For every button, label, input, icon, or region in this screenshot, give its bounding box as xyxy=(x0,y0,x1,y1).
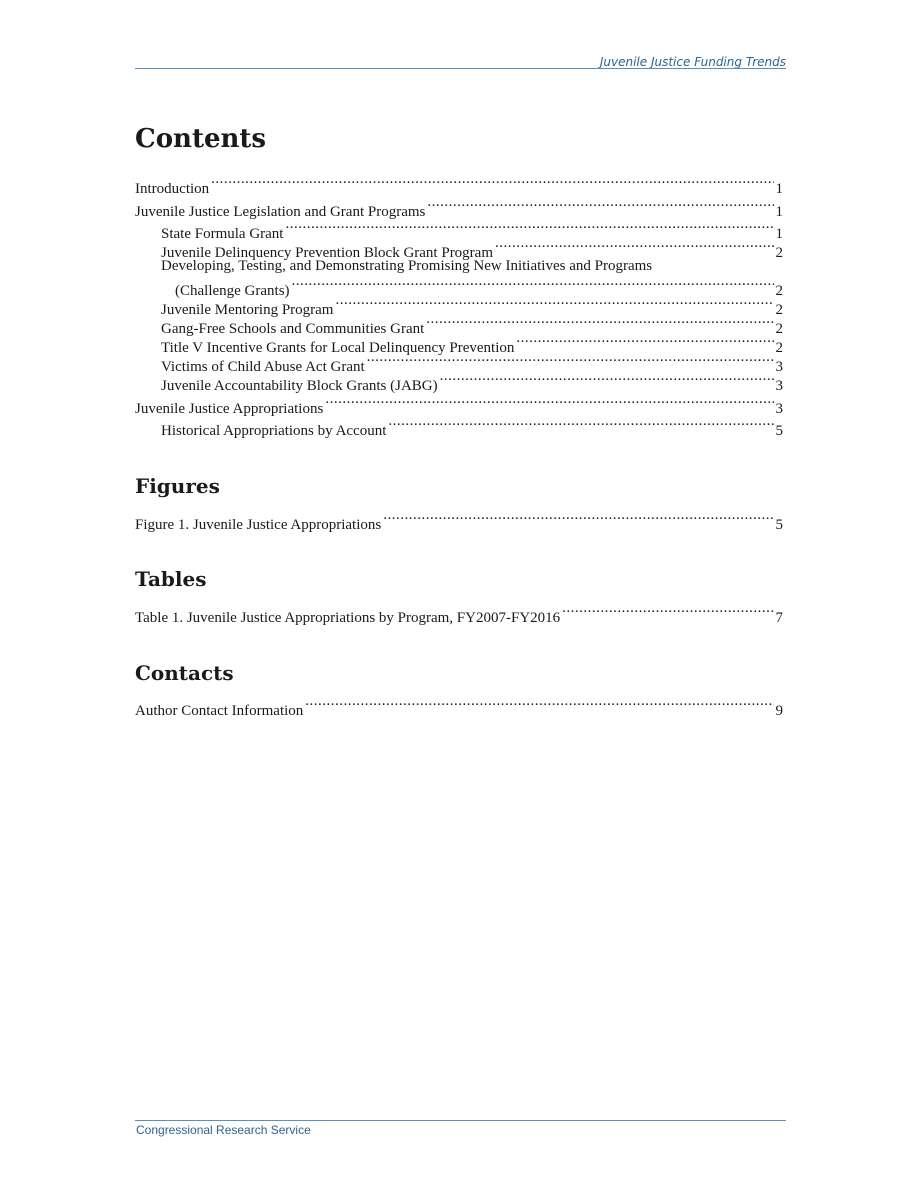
toc-entry-page: 1 xyxy=(775,226,783,242)
toc-entry-title: Juvenile Justice Legislation and Grant Programs xyxy=(135,204,426,220)
dot-leader xyxy=(383,510,773,529)
toc-entry-title: Introduction xyxy=(135,181,210,197)
toc-entry-title: Historical Appropriations by Account xyxy=(161,423,387,439)
toc-entry-title: (Challenge Grants) xyxy=(175,283,290,299)
toc-entry-page: 2 xyxy=(775,340,783,356)
contact-entry[interactable] xyxy=(135,696,783,721)
dot-leader xyxy=(367,352,774,371)
contents-heading: Contents xyxy=(135,124,267,154)
toc-entry-page: 2 xyxy=(775,321,783,337)
toc-entry-page: 9 xyxy=(775,703,783,719)
toc-entry-page: 5 xyxy=(775,423,783,439)
toc-entry-page: 2 xyxy=(775,302,783,318)
toc-entry-title: Gang-Free Schools and Communities Grant xyxy=(161,321,425,337)
dot-leader xyxy=(426,314,773,333)
toc-entry-page: 7 xyxy=(775,610,783,626)
dot-leader xyxy=(325,394,773,413)
figure-entry[interactable] xyxy=(135,510,783,535)
dot-leader xyxy=(292,276,774,295)
toc-subentry-title-line1[interactable]: Developing, Testing, and Demonstrating Promising New Initiatives and Programs xyxy=(161,258,653,274)
toc-entry-title: Juvenile Justice Appropriations xyxy=(135,401,324,417)
toc-entry-page: 1 xyxy=(775,204,783,220)
running-footer: Congressional Research Service xyxy=(136,1123,311,1137)
dot-leader xyxy=(516,333,773,352)
toc-entry-title: Author Contact Information xyxy=(135,703,304,719)
footer-rule xyxy=(135,1120,786,1121)
toc-entry-title: Juvenile Accountability Block Grants (JABG) xyxy=(161,378,438,394)
dot-leader xyxy=(388,416,773,435)
toc-entry-title: Juvenile Delinquency Prevention Block Grant Program xyxy=(161,245,494,261)
toc-entry-title: Figure 1. Juvenile Justice Appropriations xyxy=(135,517,382,533)
toc-entry-title: State Formula Grant xyxy=(161,226,284,242)
toc-entry-page: 1 xyxy=(775,181,783,197)
toc-entry[interactable] xyxy=(135,174,783,199)
toc-entry-page: 3 xyxy=(775,378,783,394)
dot-leader xyxy=(495,238,773,257)
dot-leader xyxy=(427,197,773,216)
toc-entry-title: Title V Incentive Grants for Local Delinquency Prevention xyxy=(161,340,515,356)
dot-leader xyxy=(440,371,774,390)
running-header: Juvenile Justice Funding Trends xyxy=(599,55,786,69)
toc-entry-title: Victims of Child Abuse Act Grant xyxy=(161,359,365,375)
dot-leader xyxy=(211,174,773,193)
dot-leader xyxy=(285,219,773,238)
toc-entry-page: 2 xyxy=(775,245,783,261)
toc-entry-page: 5 xyxy=(775,517,783,533)
dot-leader xyxy=(562,603,773,622)
table-entry[interactable] xyxy=(135,603,783,628)
contacts-heading: Contacts xyxy=(135,661,234,685)
header-rule xyxy=(135,68,786,69)
toc-subentry[interactable] xyxy=(161,416,783,441)
toc-entry-page: 2 xyxy=(775,283,783,299)
toc-entry-title: Juvenile Mentoring Program xyxy=(161,302,334,318)
toc-entry-page: 3 xyxy=(775,401,783,417)
tables-heading: Tables xyxy=(135,567,207,591)
dot-leader xyxy=(305,696,773,715)
figures-heading: Figures xyxy=(135,474,220,498)
toc-entry-title: Table 1. Juvenile Justice Appropriations by Program, FY2007-FY2016 xyxy=(135,610,561,626)
dot-leader xyxy=(335,295,773,314)
toc-subentry[interactable] xyxy=(161,371,783,396)
toc-entry-page: 3 xyxy=(775,359,783,375)
